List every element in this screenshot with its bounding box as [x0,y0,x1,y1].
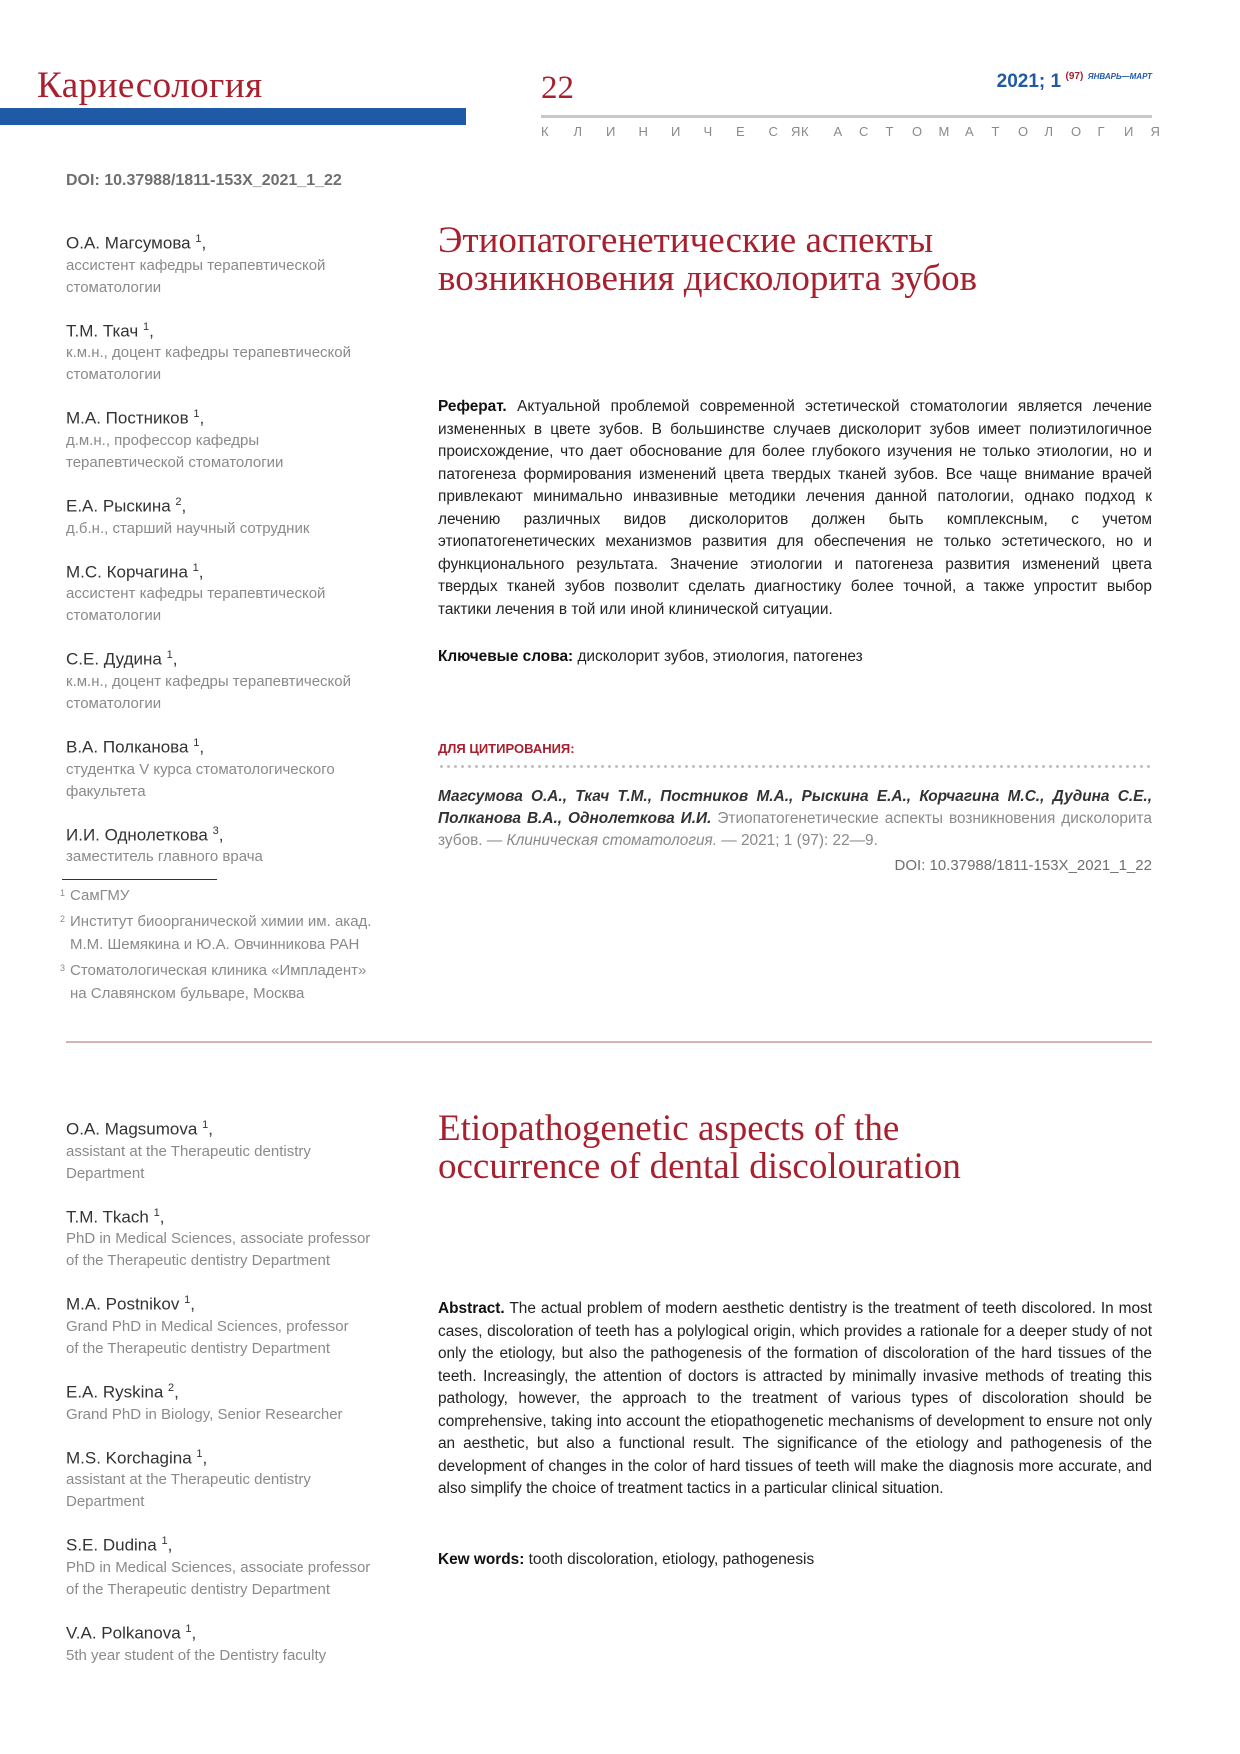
journal-name-letter: Я [791,124,801,139]
author-name [66,1530,426,1557]
author-position: PhD in Medical Sciences, associate professor [66,1230,371,1248]
author-name-text: M.A. Postnikov [66,1294,180,1314]
author-name-text: М.А. Постников [66,408,189,428]
ru-article-title [438,222,977,298]
journal-name-letter: Л [573,124,583,139]
author-affiliation-mark: 1 [202,1119,209,1131]
author-affiliation-mark: 1 [195,233,202,245]
author-block [66,820,426,869]
journal-name-letter: О [912,124,923,139]
author-affiliation-mark: 3 [212,824,219,837]
en-title-line-1: Etiopathogenetic aspects of the [438,1108,900,1149]
author-position: к.м.н., доцент кафедры терапевтической [66,672,351,690]
author-name-comma: , [191,1623,197,1643]
author-position: ассистент кафедры терапевтической [66,585,326,603]
author-position: 5th year student of the Dentistry faculty [66,1646,327,1664]
ru-title-line-1: Этиопатогенетические аспекты [438,220,934,261]
issue-number: (97) [1065,71,1084,82]
author-position: стоматологии [66,366,162,384]
journal-name-letter: И [606,124,616,139]
author-position: Department [66,1493,145,1511]
author-affiliation-mark: 1 [166,649,173,662]
journal-name-letter: К [541,124,549,139]
author-name-text: С.Е. Дудина [66,649,162,669]
author-name-comma: , [201,233,207,253]
journal-name-letter: Я [1150,124,1160,139]
ru-keywords-text: дисколорит зубов, этиология, патогенез [577,648,863,665]
issue-months: ЯНВАРЬ—МАРТ [1087,72,1152,81]
author-position: of the Therapeutic dentistry Department [66,1580,331,1598]
author-position: к.м.н., доцент кафедры терапевтической [66,344,351,362]
cite-authors: Магсумова О.А., Ткач Т.М., Постников М.А., Рыскина Е.А., Корчагина М.С., Дудина С.Е., Полканова В.А., Однолеткова И.И. [438,788,1152,827]
ru-keywords [438,648,863,666]
affiliation-item [60,959,410,1005]
author-block [66,316,426,387]
dotted-separator [438,764,1152,769]
author-name-text: Т.М. Ткач [66,321,139,341]
author-name [66,403,426,430]
author-name [66,1289,426,1316]
author-name-text: И.И. Однолеткова [66,825,208,845]
journal-name-letter: М [938,124,950,139]
author-block [66,1289,426,1360]
section-title: Кариесология [37,65,263,106]
author-position: of the Therapeutic dentistry Department [66,1252,331,1270]
author-block [66,1202,426,1273]
author-name [66,820,426,847]
author-affiliation-mark: 1 [196,1447,203,1460]
affiliation-line: на Славянском бульваре, Москва [70,985,305,1002]
journal-name-letter: Т [885,124,894,139]
ru-title-line-2: возникновения дисколорита зубов [438,258,978,299]
author-position: стоматологии [66,278,162,296]
cite-journal: Клиническая стоматология. [506,832,718,849]
author-affiliation-mark: 1 [153,1206,160,1219]
author-name-text: О.А. Магсумова [66,233,191,253]
author-name-comma: , [199,408,205,428]
affiliation-number: 3 [60,963,66,973]
section-divider [66,1041,1152,1043]
author-name-comma: , [172,649,178,669]
author-name-text: T.M. Tkach [66,1207,149,1227]
ru-author-list [66,228,426,885]
affiliation-item [60,884,410,907]
journal-name-letter: Л [1044,124,1054,139]
author-name-comma: , [174,1382,179,1402]
author-name [66,557,426,584]
en-keywords-label: Kew words: [438,1551,525,1568]
author-affiliation-mark: 1 [184,1294,191,1307]
affiliation-number: 1 [60,888,66,898]
affiliation-text [70,910,371,956]
author-block [66,1114,426,1185]
author-name-comma: , [190,1294,195,1314]
header-rule [541,115,1152,118]
affiliations [60,884,410,1008]
author-position: of the Therapeutic dentistry Department [66,1339,331,1357]
author-name [66,1377,426,1404]
ru-abstract-label: Реферат. [438,398,507,415]
author-name [66,1114,426,1141]
author-position: assistant at the Therapeutic dentistry [66,1142,311,1160]
author-position: заместитель главного врача [66,848,263,866]
journal-name-letter: Т [991,124,1000,139]
journal-name-letter: И [671,124,681,139]
author-block [66,491,426,540]
author-name-comma: , [208,1119,213,1139]
journal-name-letter: А [965,124,974,139]
cite-tail: — 2021; 1 (97): 22—9. [721,832,878,849]
author-block [66,228,426,299]
journal-name-letter: Г [1097,124,1105,139]
author-position: Grand PhD in Biology, Senior Researcher [66,1405,343,1423]
journal-name-letter: О [1071,124,1082,139]
author-position: PhD in Medical Sciences, associate professor [66,1558,371,1576]
author-position: стоматологии [66,607,162,625]
author-affiliation-mark: 1 [193,408,200,421]
author-affiliation-mark: 1 [185,1622,192,1635]
author-block [66,644,426,715]
author-position: ассистент кафедры терапевтической [66,256,326,274]
author-name-comma: , [202,1448,208,1468]
author-name-text: В.А. Полканова [66,737,189,757]
author-block [66,403,426,474]
author-name-comma: , [218,825,224,845]
journal-name-letter: С [768,124,778,139]
author-position: терапевтической стоматологии [66,453,284,471]
journal-name-letter: Е [736,124,745,139]
author-name [66,316,426,343]
affiliation-line: М.М. Шемякина и Ю.А. Овчинникова РАН [70,936,360,953]
author-name [66,644,426,671]
doi-top: DOI: 10.37988/1811-153X_2021_1_22 [66,172,342,189]
author-affiliation-mark: 2 [168,1381,175,1394]
author-position: факультета [66,782,146,800]
journal-name-letter: О [1018,124,1029,139]
author-name-comma: , [159,1207,165,1227]
author-position: д.б.н., старший научный сотрудник [66,519,310,537]
author-name [66,491,426,518]
author-affiliation-mark: 1 [192,561,199,574]
citation [438,786,1152,852]
cite-title: Этиопатогенетические аспекты возникновения дисколорита зубов. — [438,810,1152,849]
author-name-text: M.S. Korchagina [66,1448,192,1468]
en-keywords-text: tooth discoloration, etiology, pathogenesis [528,1551,815,1568]
author-name-text: S.E. Dudina [66,1535,157,1555]
author-name [66,1618,426,1645]
author-block [66,732,426,803]
author-name-text: V.A. Polkanova [66,1623,181,1643]
ru-keywords-label: Ключевые слова: [438,648,574,665]
journal-name-letter: А [833,124,843,139]
affiliation-line: Стоматологическая клиника «Импладент» [70,962,367,979]
en-abstract-text: The actual problem of modern aesthetic dentistry is the treatment of teeth discolored. In most cases, discoloration of teeth has a polylogical origin, which provides a rationale for a deeper study of not only the etiology, but also the pathogenesis of the formation of discoloration of the hard tissues of the teeth. Increasingly, the attention of doctors is attracted by minimally invasive methods of treating this pathology, however, the approach to the treatment of various types of discoloration should be comprehensive, taking into account the etiopathogenetic mechanisms of development to ensure not only an aesthetic, but also a functional result. The significance of the etiology and pathogenesis of the development of changes in the color of hard tissues of teeth will make the diagnosis more accurate, and also simplify the choice of treatment tactics in a particular clinical situation. [438,1300,1153,1497]
author-name [66,1443,426,1470]
author-name-text: E.A. Ryskina [66,1382,164,1402]
page-number: 22 [541,70,574,106]
author-block [66,1618,426,1667]
ru-abstract [438,396,1152,621]
author-affiliation-mark: 1 [193,736,200,749]
journal-name-letter: С [859,124,869,139]
en-keywords [438,1551,814,1569]
en-title-line-2: occurrence of dental discolouration [438,1146,961,1187]
author-name-comma: , [199,737,205,757]
affiliation-number: 2 [60,914,66,924]
journal-name-letter: Н [638,124,648,139]
journal-name-letter: К [801,124,809,139]
en-abstract-label: Abstract. [438,1300,505,1317]
author-block [66,1443,426,1514]
author-name [66,1202,426,1229]
en-abstract [438,1298,1152,1501]
author-name-comma: , [149,321,154,341]
en-article-title [438,1110,961,1186]
ru-abstract-text: Актуальной проблемой современной эстетической стоматологии является лечение измененных в цвете зубов. В большинстве случаев дисколорит зубов имеет полиэтилогичное происхождение, что дает обоснование для более глубокого изучения не только этиологии, но и патогенеза формирования изменений цвета твердых тканей зубов. Все чаще внимание врачей привлекают минимально инвазивные методики лечения данной патологии, однако подход к лечению различных видов дисколоритов должен быть комплексным, с учетом этиопатогенетических механизмов развития для обеспечения не только эстетического, но и функционального результата. Значение этиологии и патогенеза развития изменений цвета твердых тканей зубов позволит сделать диагностику более точной, а также упростит выбор тактики лечения в той или иной клинической ситуации. [438,398,1152,618]
author-position: Department [66,1164,145,1182]
section-color-bar [0,108,466,125]
author-affiliation-mark: 2 [175,495,182,508]
issue-year: 2021; 1 [996,71,1062,92]
author-affiliation-mark: 1 [142,320,150,333]
affiliation-rule [62,879,217,880]
author-position: Grand PhD in Medical Sciences, professor [66,1317,349,1335]
author-block [66,557,426,628]
author-block [66,1377,426,1426]
affiliation-text [70,959,366,1005]
affiliation-item [60,910,410,956]
author-position: assistant at the Therapeutic dentistry [66,1471,311,1489]
author-position: студентка V курса стоматологического [66,760,335,778]
en-author-list [66,1114,426,1684]
author-name-comma: , [181,496,187,516]
author-affiliation-mark: 1 [161,1535,168,1548]
journal-name-letter: Ч [703,124,713,139]
author-name-comma: , [167,1535,173,1555]
affiliation-line: СамГМУ [70,887,130,904]
author-position: д.м.н., профессор кафедры [66,431,260,449]
author-name-comma: , [198,562,204,582]
author-name-text: O.A. Magsumova [66,1119,198,1139]
issue-info [997,71,1152,93]
author-name [66,228,426,255]
author-name-text: М.С. Корчагина [66,562,188,582]
journal-name-letter: И [1124,124,1134,139]
author-position: стоматологии [66,694,162,712]
affiliation-text [70,884,129,907]
cite-label: ДЛЯ ЦИТИРОВАНИЯ: [438,741,575,756]
cite-doi: DOI: 10.37988/1811-153X_2021_1_22 [894,857,1152,874]
author-name-text: Е.А. Рыскина [66,496,171,516]
author-block [66,1530,426,1601]
author-name [66,732,426,759]
affiliation-line: Институт биоорганической химии им. акад. [70,913,372,930]
